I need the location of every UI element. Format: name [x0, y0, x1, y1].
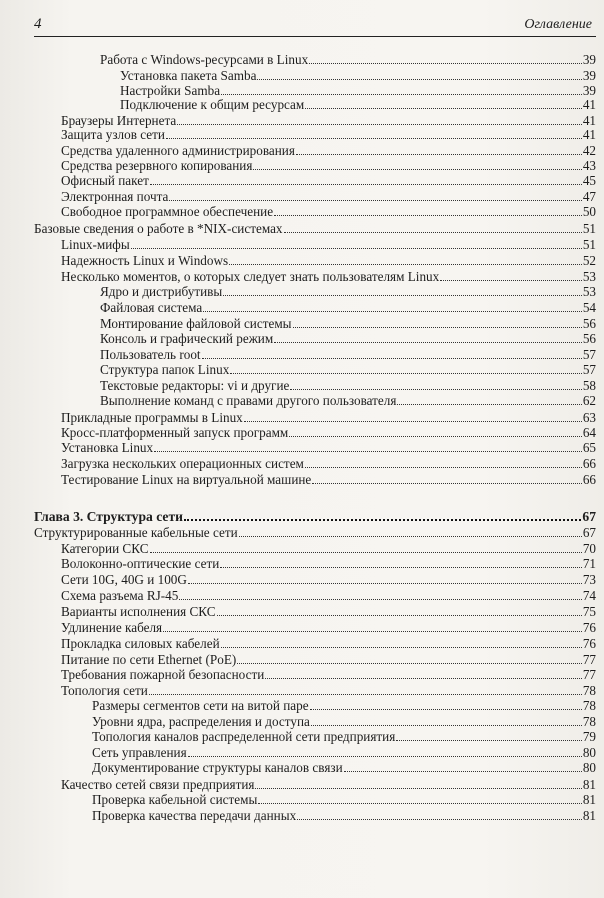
- toc-entry: [92, 729, 596, 744]
- dot-leader: [344, 760, 582, 772]
- toc-entry: [61, 253, 596, 268]
- entry-page-number: 78: [582, 683, 596, 698]
- entry-page-number: 73: [582, 572, 596, 587]
- section-title: Оглавление: [524, 17, 592, 32]
- entry-title: Пользователь root: [100, 347, 201, 362]
- dot-leader: [163, 620, 582, 632]
- entry-title: Средства резервного копирования: [61, 158, 253, 173]
- toc-entry: [61, 456, 596, 471]
- entry-title: Кросс-платформенный запуск программ: [61, 425, 289, 440]
- toc-entry: [92, 808, 596, 823]
- entry-title: Глава 3. Структура сети: [34, 509, 183, 524]
- entry-page-number: 67: [582, 525, 596, 540]
- entry-page-number: 41: [582, 127, 596, 142]
- entry-page-number: 41: [582, 97, 596, 112]
- dot-leader: [149, 683, 582, 695]
- entry-title: Консоль и графический режим: [100, 331, 274, 346]
- toc-entry: [61, 604, 596, 619]
- dot-leader: [305, 97, 582, 109]
- entry-page-number: 53: [582, 284, 596, 299]
- dot-leader: [296, 143, 582, 155]
- dot-leader: [396, 729, 582, 741]
- toc-entry: [61, 667, 596, 682]
- toc-entry: [120, 68, 596, 83]
- toc-entry: [61, 572, 596, 587]
- entry-page-number: 76: [582, 620, 596, 635]
- entry-page-number: 39: [582, 83, 596, 98]
- toc-entry: [61, 683, 596, 698]
- entry-page-number: 74: [582, 588, 596, 603]
- entry-title: Сети 10G, 40G и 100G: [61, 572, 187, 587]
- toc-entry: [61, 777, 596, 792]
- toc-entry: [61, 127, 596, 142]
- entry-page-number: 64: [582, 425, 596, 440]
- dot-leader: [311, 714, 582, 726]
- entry-title: Средства удаленного администрирования: [61, 143, 295, 158]
- dot-leader: [440, 269, 582, 281]
- entry-page-number: 81: [582, 777, 596, 792]
- entry-page-number: 39: [582, 52, 596, 67]
- dot-leader: [166, 127, 582, 139]
- dot-leader: [312, 472, 582, 484]
- toc-entry: [61, 113, 596, 128]
- entry-page-number: 77: [582, 667, 596, 682]
- dot-leader: [220, 556, 582, 568]
- toc-entry: [92, 760, 596, 775]
- entry-title: Свободное программное обеспечение: [61, 204, 274, 219]
- dot-leader: [274, 204, 582, 216]
- entry-page-number: 57: [582, 347, 596, 362]
- entry-title: Топология каналов распределенной сети предприятия: [92, 729, 396, 744]
- dot-leader: [255, 777, 581, 789]
- dot-leader: [265, 667, 582, 679]
- toc-entry: [100, 331, 596, 346]
- toc-entry: [100, 378, 596, 393]
- entry-page-number: 70: [582, 541, 596, 556]
- page-number: 4: [34, 16, 42, 32]
- entry-title: Текстовые редакторы: vi и другие: [100, 378, 290, 393]
- dot-leader: [290, 378, 581, 390]
- entry-page-number: 67: [582, 509, 596, 524]
- dot-leader: [297, 808, 582, 820]
- entry-page-number: 80: [582, 745, 596, 760]
- entry-page-number: 62: [582, 393, 596, 408]
- entry-page-number: 41: [582, 113, 596, 128]
- entry-page-number: 78: [582, 698, 596, 713]
- dot-leader: [310, 698, 582, 710]
- toc-entry: [120, 83, 596, 98]
- entry-title: Проверка кабельной системы: [92, 792, 258, 807]
- entry-page-number: 57: [582, 362, 596, 377]
- entry-title: Структура папок Linux: [100, 362, 230, 377]
- entry-page-number: 51: [582, 237, 596, 252]
- dot-leader: [229, 253, 582, 265]
- toc-entry: [61, 237, 596, 252]
- entry-title: Защита узлов сети: [61, 127, 165, 142]
- entry-title: Топология сети: [61, 683, 148, 698]
- toc-entry: [100, 52, 596, 67]
- dot-leader: [131, 237, 582, 249]
- toc-entry: [100, 347, 596, 362]
- entry-title: Несколько моментов, о которых следует знать пользователям Linux: [61, 269, 440, 284]
- entry-page-number: 56: [582, 331, 596, 346]
- entry-page-number: 58: [582, 378, 596, 393]
- entry-title: Загрузка нескольких операционных систем: [61, 456, 304, 471]
- entry-title: Надежность Linux и Windows: [61, 253, 229, 268]
- entry-page-number: 76: [582, 636, 596, 651]
- dot-leader: [230, 362, 582, 374]
- entry-page-number: 53: [582, 269, 596, 284]
- entry-title: Браузеры Интернета: [61, 113, 177, 128]
- entry-title: Файловая система: [100, 300, 203, 315]
- dot-leader: [203, 300, 582, 312]
- toc-entry: [92, 792, 596, 807]
- dot-leader: [258, 792, 582, 804]
- entry-title: Волоконно-оптические сети: [61, 556, 220, 571]
- toc-entry: [61, 425, 596, 440]
- dot-leader: [188, 745, 582, 757]
- entry-page-number: 77: [582, 652, 596, 667]
- entry-title: Прокладка силовых кабелей: [61, 636, 220, 651]
- dot-leader: [221, 636, 582, 648]
- dot-leader: [169, 189, 581, 201]
- dot-leader: [221, 83, 582, 95]
- entry-page-number: 45: [582, 173, 596, 188]
- dot-leader: [154, 440, 582, 452]
- dot-leader: [293, 316, 582, 328]
- entry-page-number: 80: [582, 760, 596, 775]
- dot-leader: [309, 52, 582, 64]
- entry-title: Варианты исполнения СКС: [61, 604, 216, 619]
- entry-page-number: 50: [582, 204, 596, 219]
- entry-title: Прикладные программы в Linux: [61, 410, 243, 425]
- entry-page-number: 78: [582, 714, 596, 729]
- entry-title: Монтирование файловой системы: [100, 316, 292, 331]
- dot-leader: [184, 508, 581, 521]
- toc-entry: [61, 269, 596, 284]
- dot-leader: [289, 425, 582, 437]
- dot-leader: [244, 410, 582, 422]
- toc-entry: [61, 556, 596, 571]
- entry-page-number: 39: [582, 68, 596, 83]
- toc-entry: [61, 204, 596, 219]
- entry-title: Структурированные кабельные сети: [34, 525, 238, 540]
- entry-page-number: 51: [582, 221, 596, 236]
- entry-title: Требования пожарной безопасности: [61, 667, 265, 682]
- entry-page-number: 47: [582, 189, 596, 204]
- entry-title: Офисный пакет: [61, 173, 149, 188]
- entry-title: Питание по сети Ethernet (PoE): [61, 652, 237, 667]
- entry-title: Проверка качества передачи данных: [92, 808, 297, 823]
- toc-entry: [61, 158, 596, 173]
- toc-entry: [34, 221, 596, 236]
- entry-page-number: 71: [582, 556, 596, 571]
- toc-entry: [92, 745, 596, 760]
- toc-entry: [61, 143, 596, 158]
- entry-page-number: 42: [582, 143, 596, 158]
- entry-page-number: 81: [582, 792, 596, 807]
- entry-page-number: 65: [582, 440, 596, 455]
- entry-title: Документирование структуры каналов связи: [92, 760, 343, 775]
- toc-entry: [61, 410, 596, 425]
- entry-page-number: 52: [582, 253, 596, 268]
- dot-leader: [239, 525, 582, 537]
- entry-title: Ядро и дистрибутивы: [100, 284, 223, 299]
- toc-entry: [61, 472, 596, 487]
- dot-leader: [177, 113, 582, 125]
- entry-title: Схема разъема RJ-45: [61, 588, 179, 603]
- toc-entry: [100, 284, 596, 299]
- entry-title: Электронная почта: [61, 189, 169, 204]
- dot-leader: [237, 652, 582, 664]
- entry-page-number: 66: [582, 456, 596, 471]
- entry-title: Сеть управления: [92, 745, 187, 760]
- entry-page-number: 43: [582, 158, 596, 173]
- toc-entry: [34, 525, 596, 540]
- toc-entry: [61, 173, 596, 188]
- dot-leader: [397, 393, 581, 405]
- dot-leader: [223, 284, 582, 296]
- entry-title: Размеры сегментов сети на витой паре: [92, 698, 309, 713]
- chapter-entry: [34, 508, 596, 523]
- entry-title: Базовые сведения о работе в *NIX-системах: [34, 221, 283, 236]
- dot-leader: [305, 456, 582, 468]
- toc-entry: [120, 97, 596, 112]
- entry-page-number: 56: [582, 316, 596, 331]
- toc-entry: [100, 316, 596, 331]
- dot-leader: [217, 604, 582, 616]
- dot-leader: [150, 541, 582, 553]
- toc-entry: [100, 300, 596, 315]
- entry-title: Подключение к общим ресурсам: [120, 97, 305, 112]
- toc-entry: [61, 636, 596, 651]
- dot-leader: [179, 588, 581, 600]
- entry-title: Установка Linux: [61, 440, 154, 455]
- toc-entry: [61, 189, 596, 204]
- entry-title: Настройки Samba: [120, 83, 221, 98]
- toc-entry: [100, 362, 596, 377]
- entry-title: Установка пакета Samba: [120, 68, 257, 83]
- entry-page-number: 75: [582, 604, 596, 619]
- entry-page-number: 79: [582, 729, 596, 744]
- entry-title: Удлинение кабеля: [61, 620, 163, 635]
- entry-title: Работа с Windows-ресурсами в Linux: [100, 52, 309, 67]
- toc-entry: [92, 714, 596, 729]
- toc-entry: [61, 620, 596, 635]
- toc-entry: [61, 541, 596, 556]
- dot-leader: [274, 331, 582, 343]
- dot-leader: [284, 221, 582, 233]
- entry-title: Уровни ядра, распределения и доступа: [92, 714, 310, 729]
- dot-leader: [188, 572, 582, 584]
- toc-entry: [92, 698, 596, 713]
- entry-title: Linux-мифы: [61, 237, 130, 252]
- entry-page-number: 66: [582, 472, 596, 487]
- toc-entry: [100, 393, 596, 408]
- dot-leader: [150, 173, 582, 185]
- entry-title: Выполнение команд с правами другого пользователя: [100, 393, 397, 408]
- entry-title: Качество сетей связи предприятия: [61, 777, 255, 792]
- entry-page-number: 54: [582, 300, 596, 315]
- entry-title: Категории СКС: [61, 541, 149, 556]
- dot-leader: [257, 68, 581, 80]
- toc-entry: [61, 588, 596, 603]
- entry-title: Тестирование Linux на виртуальной машине: [61, 472, 312, 487]
- dot-leader: [202, 347, 582, 359]
- entry-page-number: 63: [582, 410, 596, 425]
- toc-entry: [61, 652, 596, 667]
- toc-entry: [61, 440, 596, 455]
- dot-leader: [253, 158, 581, 170]
- entry-page-number: 81: [582, 808, 596, 823]
